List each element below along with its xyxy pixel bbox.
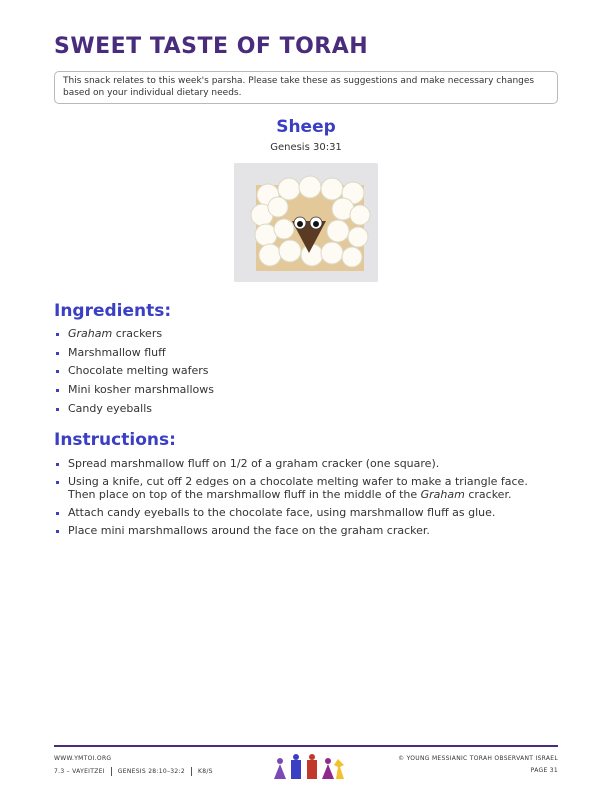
footer-copyright: © YOUNG MESSIANIC TORAH OBSERVANT ISRAEL (398, 755, 558, 762)
sheep-snack-photo (234, 163, 378, 282)
bullet (56, 370, 59, 373)
list-item: Graham crackers (56, 327, 214, 346)
ingredients-heading: Ingredients: (54, 301, 172, 321)
footer-level: K8/S (197, 768, 213, 775)
list-item: Place mini marshmallows around the face on the graham cracker. (56, 524, 556, 537)
ingredients-list (56, 327, 214, 420)
instructions-heading: Instructions: (54, 430, 176, 450)
dietary-notice: This snack relates to this week's parsha. Please take these as suggestions and make necessary changes based on your individual dietary needs. (54, 71, 558, 104)
list-item: Chocolate melting wafers (56, 364, 214, 383)
recipe-title: Sheep (276, 117, 336, 137)
bullet (56, 352, 59, 355)
footer-divider (54, 745, 558, 747)
bullet (56, 463, 59, 466)
list-item: Using a knife, cut off 2 edges on a chocolate melting wafer to make a triangle face. Then place on top of the marshmallow fluff in the middle of the Graham cracker. (56, 475, 556, 501)
instructions-list (56, 457, 556, 542)
footer-scripture: GENESIS 28:10–32:2 (117, 768, 185, 775)
bullet (56, 530, 59, 533)
ymtoi-logo-icon (268, 751, 346, 781)
sheep-snack-image (234, 163, 378, 282)
list-item: Marshmallow fluff (56, 346, 214, 365)
footer-website: WWW.YMTOI.ORG (54, 755, 112, 762)
bullet (56, 389, 59, 392)
bullet (56, 333, 59, 336)
scripture-reference: Genesis 30:31 (270, 142, 342, 153)
bullet (56, 408, 59, 411)
page-title: SWEET TASTE OF TORAH (54, 34, 369, 59)
footer-lesson-info (54, 767, 213, 776)
bullet (56, 481, 59, 484)
footer-page-number: PAGE 31 (530, 767, 558, 774)
bullet (56, 512, 59, 515)
list-item: Spread marshmallow fluff on 1/2 of a graham cracker (one square). (56, 457, 556, 470)
list-item: Mini kosher marshmallows (56, 383, 214, 402)
list-item: Candy eyeballs (56, 402, 214, 421)
list-item: Attach candy eyeballs to the chocolate face, using marshmallow fluff as glue. (56, 506, 556, 519)
footer-lesson: 7.3 – VAYEITZEI (54, 768, 105, 775)
